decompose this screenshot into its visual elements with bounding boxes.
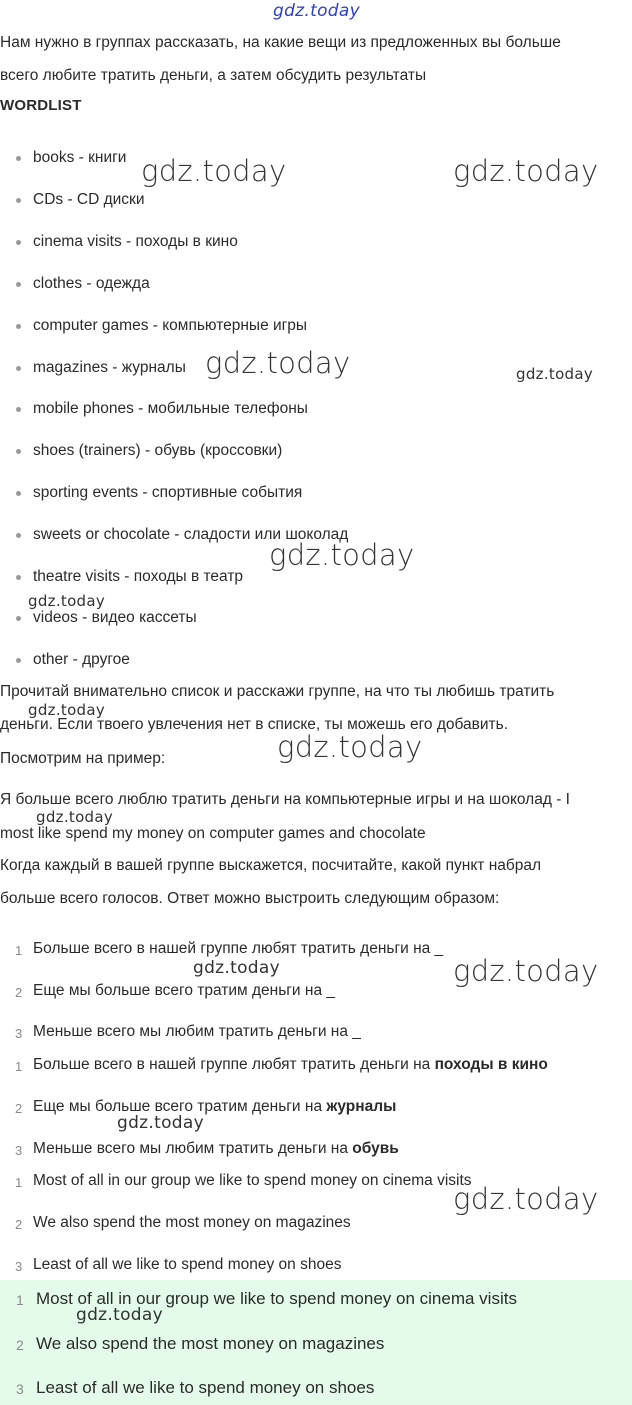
list-item: clothes - одежда — [33, 275, 150, 292]
watermark: gdz.today — [453, 954, 599, 988]
intro-line-1: Нам нужно в группах рассказать, на какие вещи из предложенных вы больше — [0, 34, 561, 51]
watermark: gdz.today — [453, 1182, 599, 1216]
bullet-icon — [16, 616, 21, 621]
watermark: gdz.today — [117, 1113, 204, 1133]
bullet-icon — [16, 575, 21, 580]
list-number: 3 — [15, 1143, 23, 1158]
bullet-icon — [16, 282, 21, 287]
filled-en-item-3: Least of all we like to spend money on shoes — [33, 1256, 342, 1273]
list-item: CDs - CD диски — [33, 191, 145, 208]
answer-item-2: We also spend the most money on magazines — [36, 1334, 385, 1353]
bullet-icon — [16, 407, 21, 412]
list-number: 1 — [16, 1292, 24, 1308]
list-item: sporting events - спортивные события — [33, 484, 303, 501]
answer-item-3: Least of all we like to spend money on shoes — [36, 1378, 375, 1397]
list-item: books - книги — [33, 149, 127, 166]
answer-bold: походы в кино — [434, 1056, 548, 1073]
bullet-icon — [16, 533, 21, 538]
answer-bold: обувь — [352, 1140, 399, 1157]
list-number: 2 — [15, 1217, 23, 1232]
top-watermark: gdz.today — [273, 1, 360, 21]
wordlist-title: WORDLIST — [0, 97, 82, 114]
filled-ru-item-3: Меньше всего мы любим тратить деньги на обувь — [33, 1140, 399, 1157]
list-number: 1 — [15, 1059, 23, 1074]
template-item-3: Меньше всего мы любим тратить деньги на _ — [33, 1023, 361, 1040]
filled-en-item-1: Most of all in our group we like to spend money on cinema visits — [33, 1172, 472, 1189]
watermark: gdz.today — [193, 958, 280, 978]
filled-en-item-2: We also spend the most money on magazines — [33, 1214, 351, 1231]
watermark: gdz.today — [141, 154, 287, 188]
watermark: gdz.today — [76, 1305, 163, 1325]
filled-ru-item-2: Еще мы больше всего тратим деньги на журналы — [33, 1098, 397, 1115]
bullet-icon — [16, 198, 21, 203]
list-number: 3 — [15, 1026, 23, 1041]
count-line-2: больше всего голосов. Ответ можно выстроить следующим образом: — [0, 890, 500, 907]
list-item: sweets or chocolate - сладости или шоколад — [33, 526, 349, 543]
template-item-1: Больше всего в нашей группе любят тратить деньги на _ — [33, 940, 444, 957]
example-line-2: most like spend my money on computer games and chocolate — [0, 825, 426, 842]
example-line-1: Я больше всего люблю тратить деньги на компьютерные игры и на шоколад - I — [0, 791, 570, 808]
bullet-icon — [16, 324, 21, 329]
list-item: magazines - журналы — [33, 359, 186, 376]
list-number: 3 — [16, 1381, 24, 1397]
count-line-1: Когда каждый в вашей группе выскажется, посчитайте, какой пункт набрал — [0, 857, 542, 874]
watermark: gdz.today — [516, 365, 594, 383]
list-number: 2 — [16, 1337, 24, 1353]
answer-bold: журналы — [326, 1098, 397, 1115]
watermark: gdz.today — [205, 346, 351, 380]
list-item: shoes (trainers) - обувь (кроссовки) — [33, 442, 283, 459]
example-label: Посмотрим на пример: — [0, 750, 166, 767]
list-item: videos - видео кассеты — [33, 609, 197, 626]
watermark: gdz.today — [36, 808, 114, 826]
bullet-icon — [16, 240, 21, 245]
bullet-icon — [16, 491, 21, 496]
list-number: 1 — [15, 1175, 23, 1190]
watermark: gdz.today — [28, 592, 106, 610]
list-item: computer games - компьютерные игры — [33, 317, 308, 334]
list-item: other - другое — [33, 651, 130, 668]
list-item: theatre visits - походы в театр — [33, 568, 244, 585]
list-number: 3 — [15, 1259, 23, 1274]
bullet-icon — [16, 449, 21, 454]
list-item: mobile phones - мобильные телефоны — [33, 400, 308, 417]
list-number: 2 — [15, 985, 23, 1000]
list-item: cinema visits - походы в кино — [33, 233, 238, 250]
read-line-1: Прочитай внимательно список и расскажи группе, на что ты любишь тратить — [0, 683, 555, 700]
answer-item-1: Most of all in our group we like to spend money on cinema visits — [36, 1289, 517, 1308]
list-number: 2 — [15, 1101, 23, 1116]
watermark: gdz.today — [277, 730, 423, 764]
read-line-2: деньги. Если твоего увлечения нет в списке, ты можешь его добавить. — [0, 716, 509, 733]
bullet-icon — [16, 658, 21, 663]
template-item-2: Еще мы больше всего тратим деньги на _ — [33, 982, 336, 999]
intro-line-2: всего любите тратить деньги, а затем обсудить результаты — [0, 67, 427, 84]
bullet-icon — [16, 156, 21, 161]
watermark: gdz.today — [28, 701, 106, 719]
watermark: gdz.today — [453, 154, 599, 188]
filled-ru-item-1: Больше всего в нашей группе любят тратить деньги на походы в кино — [33, 1056, 548, 1073]
bullet-icon — [16, 366, 21, 371]
watermark: gdz.today — [269, 538, 415, 572]
list-number: 1 — [15, 943, 23, 958]
